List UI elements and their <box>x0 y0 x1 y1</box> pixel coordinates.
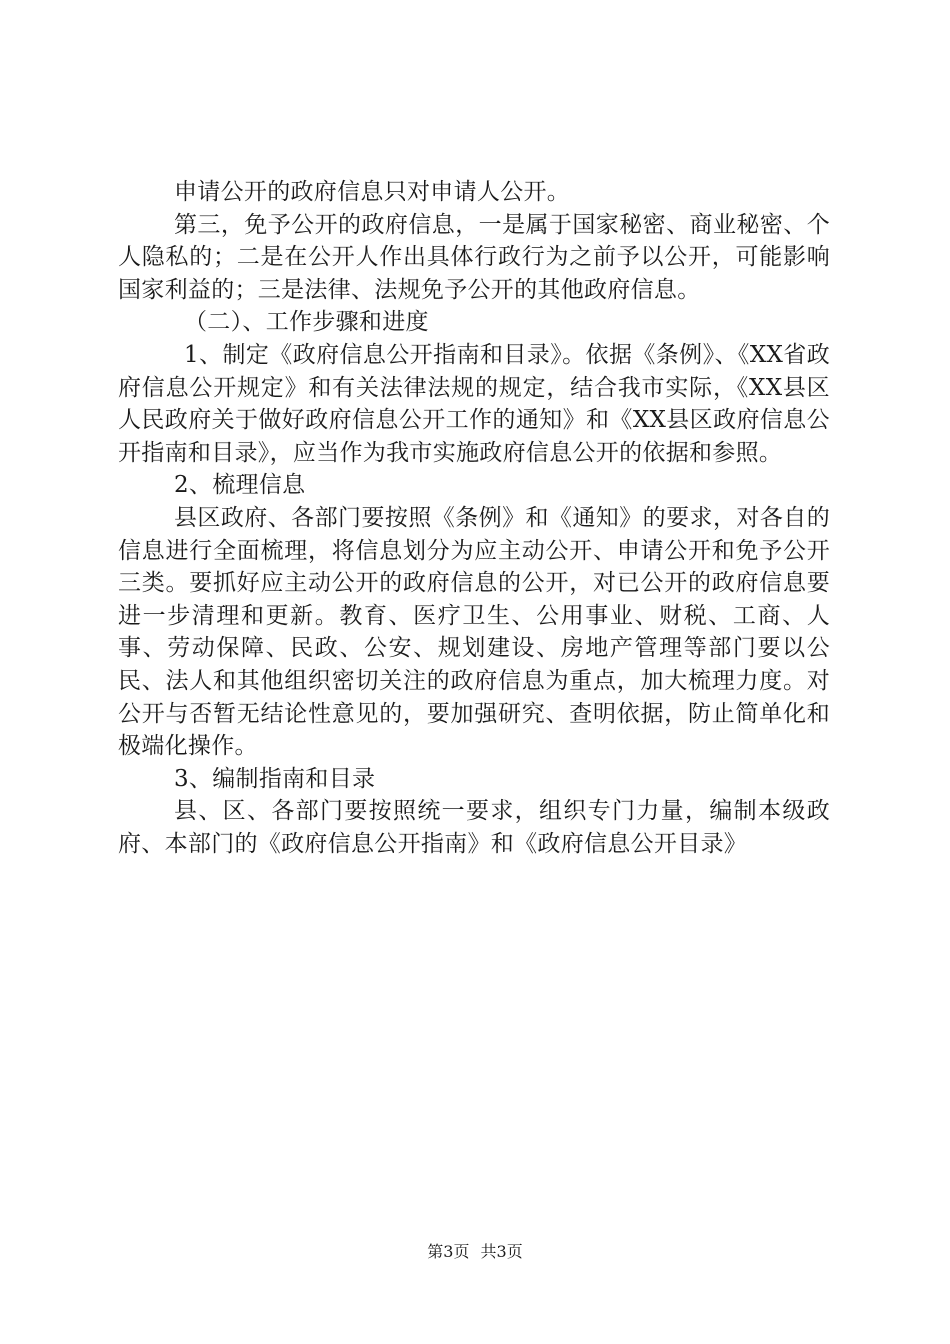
step-heading-3: 3、编制指南和目录 <box>174 765 376 792</box>
paragraph-exempt-disclosure: 第三，免予公开的政府信息，一是属于国家秘密、商业秘密、个人隐私的；二是在公开人作出具体行政行为之前予以公开，可能影响国家利益的；三是法律、法规免予公开的其他政府信息。 <box>118 211 830 303</box>
page-footer <box>0 1242 950 1262</box>
document-body <box>118 176 830 860</box>
step-heading-2: 2、梳理信息 <box>174 472 306 499</box>
paragraph-step-3: 县、区、各部门要按照统一要求，组织专门力量，编制本级政府、本部门的《政府信息公开指南》和《政府信息公开目录》 <box>118 798 830 857</box>
page-number: 第3页 <box>427 1242 470 1261</box>
paragraph-step-1: 1、制定《政府信息公开指南和目录》。依据《条例》、《XX省政府信息公开规定》和有关法律法规的规定，结合我市实际，《XX县区人民政府关于做好政府信息公开工作的通知》和《XX县区政府信息公开指南和目录》，应当作为我市实施政府信息公开的依据和参照。 <box>118 341 830 466</box>
paragraph-apply-disclosure: 申请公开的政府信息只对申请人公开。 <box>174 179 571 205</box>
paragraph-step-2: 县区政府、各部门要按照《条例》和《通知》的要求，对各自的信息进行全面梳理，将信息划分为应主动公开、申请公开和免予公开三类。要抓好应主动公开的政府信息的公开，对已公开的政府信息要进一步清理和更新。教育、医疗卫生、公用事业、财税、工商、人事、劳动保障、民政、公安、规划建设、房地产管理等部门要以公民、法人和其他组织密切关注的政府信息为重点，加大梳理力度。对公开与否暂无结论性意见的，要加强研究、查明依据，防止简单化和极端化操作。 <box>118 504 830 760</box>
section-heading-steps: （二）、工作步骤和进度 <box>184 309 429 336</box>
page-total: 共3页 <box>480 1242 523 1261</box>
